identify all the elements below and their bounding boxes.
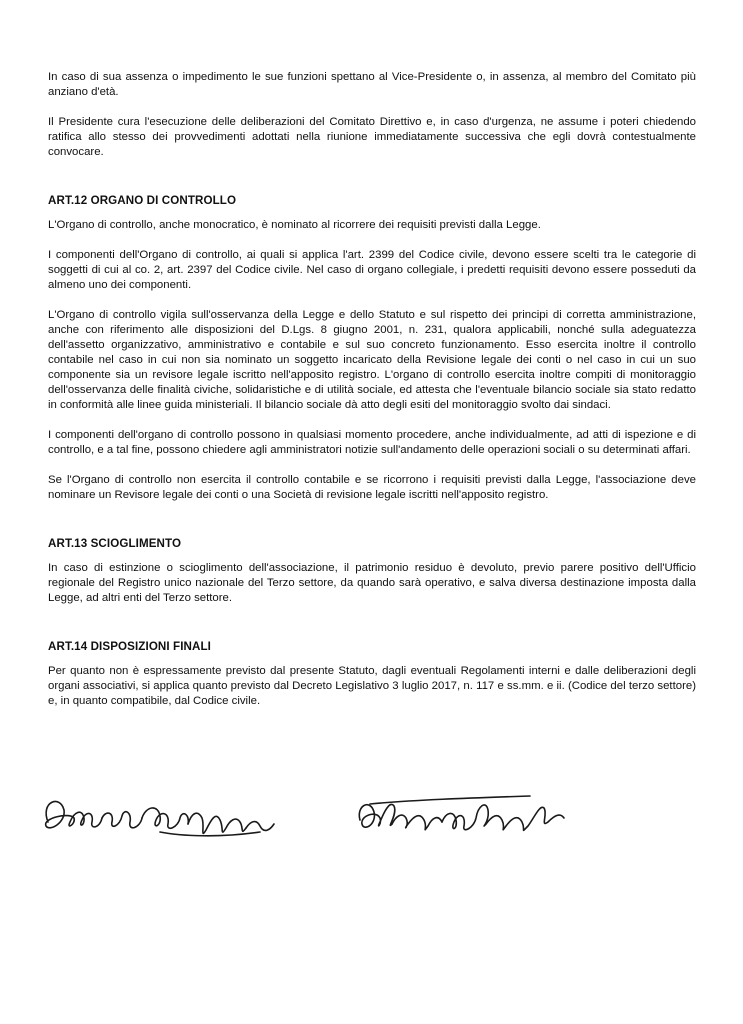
art13-heading: ART.13 SCIOGLIMENTO bbox=[48, 537, 182, 550]
art12-paragraph-2: I componenti dell'Organo di controllo, ai quali si applica l'art. 2399 del Codice civile, devono essere scelti tra le categorie di soggetti di cui al co. 2, art. 2397 del Codice civile. Nel caso di organo collegiale, i predetti requisiti devono essere posseduti da almeno uno dei componenti. bbox=[48, 249, 696, 291]
section-spacer bbox=[48, 621, 696, 639]
art14-heading: ART.14 DISPOSIZIONI FINALI bbox=[48, 640, 211, 653]
intro-paragraph-1: In caso di sua assenza o impedimento le sue funzioni spettano al Vice-Presidente o, in assenza, al membro del Comitato più anziano d'età. bbox=[48, 71, 696, 98]
art12-paragraph-1: L'Organo di controllo, anche monocratico, è nominato al ricorrere dei requisiti previsti dalla Legge. bbox=[48, 219, 541, 231]
section-spacer bbox=[48, 518, 696, 536]
art14-paragraph-1: Per quanto non è espressamente previsto dal presente Statuto, dagli eventuali Regolamenti interni e dalle deliberazioni degli organi associativi, si applica quanto previsto dal Decreto Legislativo 3 luglio 2017, n. 117 e ss.mm. e ii. (Codice del terzo settore) e, in quanto compatibile, dal Codice civile. bbox=[48, 665, 696, 707]
signature-left-icon bbox=[30, 782, 630, 852]
document-body bbox=[48, 70, 696, 724]
art12-heading: ART.12 ORGANO DI CONTROLLO bbox=[48, 194, 237, 207]
art12-paragraph-3: L'Organo di controllo vigila sull'osservanza della Legge e dello Statuto e sul rispetto dei principi di corretta amministrazione, anche con riferimento alle disposizioni del D.Lgs. 8 giugno 2001, n. 231, qualora applicabili, nonché sulla adeguatezza dell'assetto organizzativo, amministrativo e contabile e sul suo concreto funzionamento. Esso esercita inoltre il controllo contabile nel caso in cui non sia nominato un soggetto incaricato della Revisione legale dei conti o nel caso in cui un suo componente sia un revisore legale iscritto nell'apposito registro. L'organo di controllo esercita inoltre compiti di monitoraggio dell'osservanza delle finalità civiche, solidaristiche e di utilità sociale, ed attesta che l'eventuale bilancio sociale sia stato redatto in conformità alle linee guida ministeriali. Il bilancio sociale dà atto degli esiti del monitoraggio svolto dai sindaci. bbox=[48, 309, 696, 411]
intro-paragraph-2: Il Presidente cura l'esecuzione delle deliberazioni del Comitato Direttivo e, in caso d'urgenza, ne assume i poteri chiedendo ratifica allo stesso dei provvedimenti adottati nella riunione immediatamente successiva che egli dovrà contestualmente convocare. bbox=[48, 116, 696, 158]
section-spacer bbox=[48, 175, 696, 193]
signatures-area bbox=[30, 782, 630, 852]
art13-paragraph-1: In caso di estinzione o scioglimento dell'associazione, il patrimonio residuo è devoluto, previo parere positivo dell'Ufficio regionale del Registro unico nazionale del Terzo settore, da quando sarà operativo, e salva diversa destinazione imposta dalla Legge, ad altri enti del Terzo settore. bbox=[48, 562, 696, 604]
art12-paragraph-4: I componenti dell'organo di controllo possono in qualsiasi momento procedere, anche individualmente, ad atti di ispezione e di controllo, e a tal fine, possono chiedere agli amministratori notizie sull'andamento delle operazioni sociali o su determinati affari. bbox=[48, 429, 696, 456]
art12-paragraph-5: Se l'Organo di controllo non esercita il controllo contabile e se ricorrono i requisiti previsti dalla Legge, l'associazione deve nominare un Revisore legale dei conti o una Società di revisione legale iscritti nell'apposito registro. bbox=[48, 474, 696, 501]
